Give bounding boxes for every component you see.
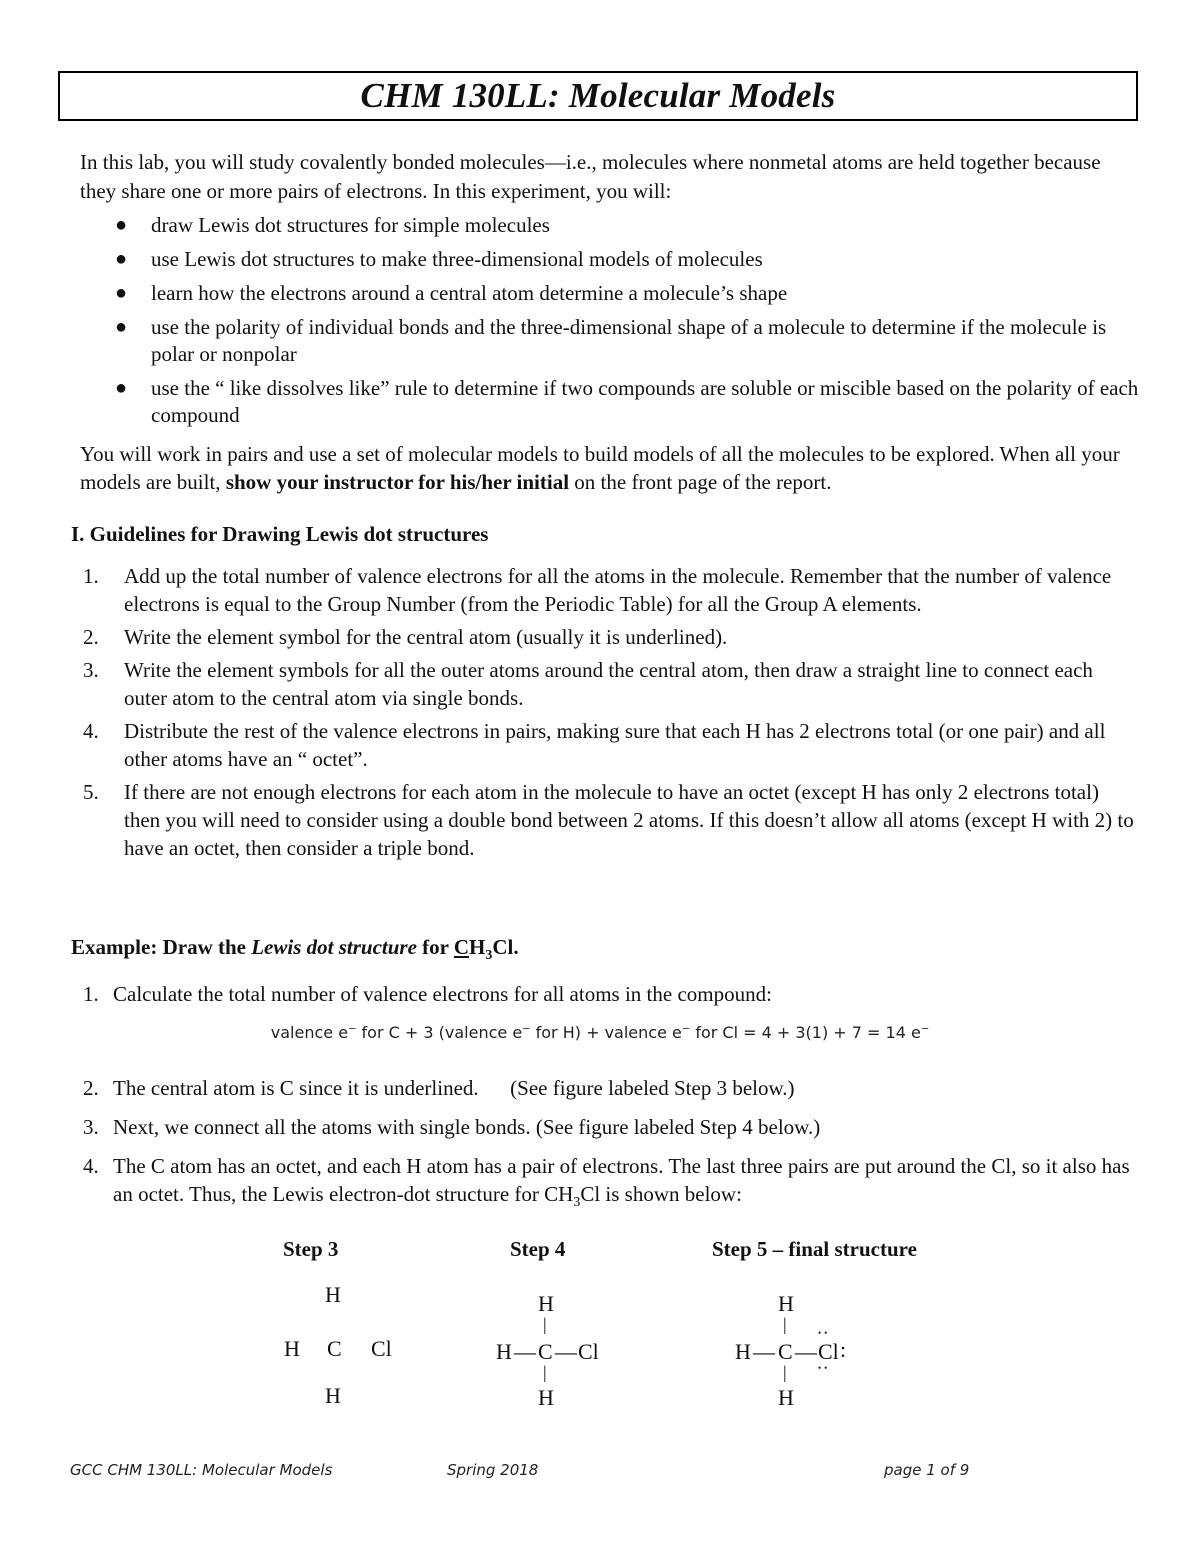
step4-label: Step 4 (510, 1237, 566, 1261)
lone-pair-top: •• (818, 1328, 831, 1338)
list-item: 4. The C atom has an octet, and each H atom has a pair of electrons. The last three pairs are put around the Cl, so it also has an octet. Thus, the Lewis electron-dot structure for $CH_3Cl$ is shown below: (83, 1154, 1130, 1211)
step5-label: Step 5 – final structure (712, 1237, 917, 1261)
guidelines-list (80, 562, 1140, 867)
footer-page-number: page 1 of 9 (884, 1461, 970, 1479)
vertical-bond: | (543, 1362, 547, 1382)
work-paragraph: You will work in pairs and use a set of molecular models to build models of all the molecules to be explored. When all your models are built, show your instructor for his/her initial on the front page of the report. (80, 442, 1120, 494)
atom-cl: Cl (371, 1336, 392, 1361)
vertical-bond: | (783, 1362, 787, 1382)
atom-h-bottom: H (325, 1383, 341, 1408)
atom-cl: Cl (818, 1339, 839, 1364)
objectives-list (80, 212, 1140, 436)
atom-h-top: H (325, 1282, 341, 1307)
list-item: 3. Write the element symbols for all the outer atoms around the central atom, then draw a straight line to connect each outer atom to the central atom via single bonds. (83, 658, 1093, 710)
list-item: 2. The central atom is C since it is underlined. (See figure labeled Step 3 below.) (83, 1076, 795, 1100)
title-box (58, 71, 1138, 121)
atom-h-left: H (284, 1336, 300, 1361)
valence-calculation: valence e− for C + 3 (valence e− for H) + valence e− for Cl = 4 + 3(1) + 7 = 14 e− (270, 1023, 930, 1042)
atom-h-left: H (735, 1339, 751, 1364)
single-bond: — (753, 1339, 775, 1364)
list-item: 1. Add up the total number of valence electrons for all the atoms in the molecule. Remember that the number of valence electrons is equal to the Group Number (from the Periodic Table) for all the Group A elements. (83, 564, 1112, 616)
atom-c: C (778, 1339, 793, 1364)
intro-paragraph: In this lab, you will study covalently bonded molecules—i.e., molecules where nonmetal atoms are held together because they share one or more pairs of electrons. In this experiment, you will: (80, 150, 1101, 203)
list-item: 3. Next, we connect all the atoms with single bonds. (See figure labeled Step 4 below.) (83, 1115, 821, 1139)
atom-h-bottom: H (778, 1385, 794, 1410)
bullet-icon: ● (115, 282, 128, 304)
atom-h-top: H (538, 1291, 554, 1316)
list-item: ● draw Lewis dot structures for simple molecules (115, 213, 550, 237)
bullet-icon: ● (115, 316, 128, 338)
footer-term: Spring 2018 (447, 1461, 539, 1479)
list-item: 4. Distribute the rest of the valence electrons in pairs, making sure that each H has 2 electrons total (or one pair) and all other atoms have an “ octet”. (83, 719, 1106, 771)
page-title: CHM 130LL: Molecular Models (360, 76, 836, 115)
example-steps (80, 1074, 1140, 1217)
list-item: 2. Write the element symbol for the central atom (usually it is underlined). (83, 625, 728, 649)
list-item: ● use the polarity of individual bonds and the three-dimensional shape of a molecule to determine if the molecule is polar or nonpolar (115, 315, 1107, 366)
vertical-bond: | (543, 1314, 547, 1334)
atom-h-left: H (496, 1339, 512, 1364)
list-item: 5. If there are not enough electrons for each atom in the molecule to have an octet (except H has only 2 electrons total) then you will need to consider using a double bond between 2 atoms. If this doesn’t allow all atoms (except H with 2) to have an octet, then consider a triple bond. (83, 780, 1134, 860)
list-item: ● use Lewis dot structures to make three-dimensional models of molecules (115, 247, 763, 271)
single-bond: — (555, 1339, 577, 1364)
example-heading: Example: Draw the Lewis dot structure for $CH_3Cl$. (71, 935, 519, 964)
step3-label: Step 3 (283, 1237, 339, 1261)
atom-c: C (327, 1336, 342, 1361)
example-steps (80, 980, 1140, 1008)
lone-pair-right: : (840, 1337, 847, 1362)
list-item: ● use the “ like dissolves like” rule to determine if two compounds are soluble or miscible based on the polarity of each compound (115, 376, 1139, 427)
atom-c: C (538, 1339, 553, 1364)
footer-course: GCC CHM 130LL: Molecular Models (70, 1461, 333, 1479)
list-item: ● learn how the electrons around a central atom determine a molecule’s shape (115, 281, 788, 305)
atom-cl: Cl (578, 1339, 599, 1364)
vertical-bond: | (783, 1314, 787, 1334)
bullet-icon: ● (115, 377, 128, 399)
atom-h-top: H (778, 1291, 794, 1316)
instructor-initial-note: show your instructor for his/her initial (225, 470, 570, 494)
lone-pair-bottom: •• (818, 1363, 831, 1373)
bullet-icon: ● (115, 248, 128, 270)
list-item: 1. Calculate the total number of valence electrons for all atoms in the compound: (83, 982, 772, 1006)
atom-h-bottom: H (538, 1385, 554, 1410)
single-bond: — (514, 1339, 536, 1364)
bullet-icon: ● (115, 214, 128, 236)
section-heading: I. Guidelines for Drawing Lewis dot structures (71, 522, 489, 546)
single-bond: — (795, 1339, 817, 1364)
